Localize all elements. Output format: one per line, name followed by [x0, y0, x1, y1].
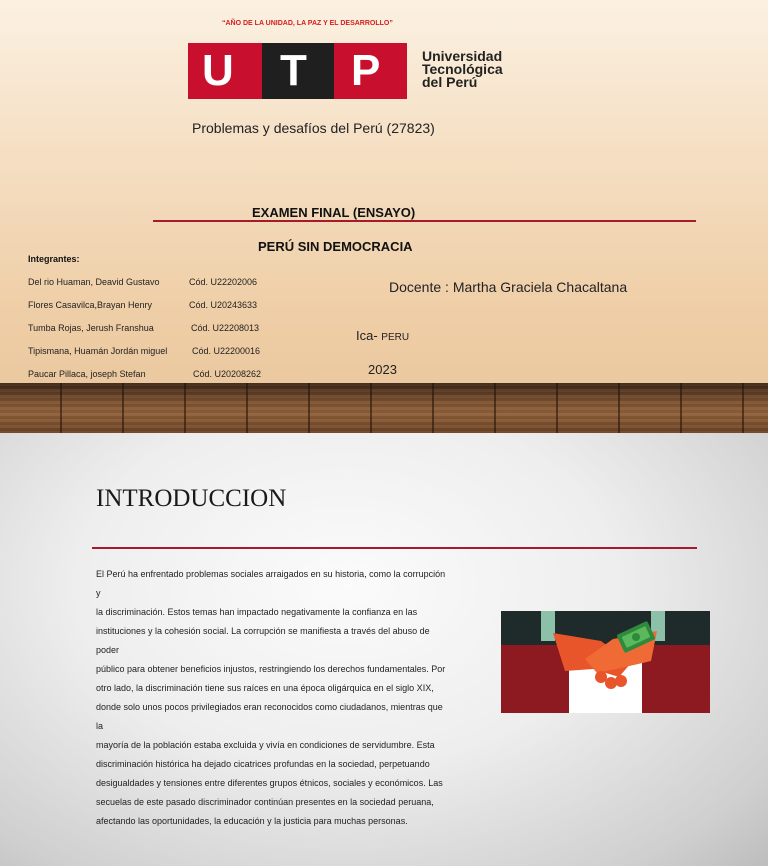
- member-code: Cód. U20243633: [189, 300, 258, 310]
- logo-letter-t: T: [280, 46, 307, 95]
- member-row: [28, 323, 260, 333]
- member-row: [28, 300, 258, 310]
- course-name: Problemas y desafíos del Perú (27823): [192, 120, 435, 136]
- title-divider: [153, 220, 696, 222]
- member-code: Cód. U20208262: [193, 369, 262, 379]
- member-code: Cód. U22202006: [189, 277, 258, 287]
- paragraph-line: otro lado, la discriminación tiene sus raíces en una época oligárquica en el siglo XIX,: [96, 683, 434, 693]
- member-row: [28, 346, 261, 356]
- paragraph-line: afectando las oportunidades, la educación y la justicia para muchas personas.: [96, 816, 408, 826]
- teacher-name: Docente : Martha Graciela Chacaltana: [389, 279, 628, 295]
- paragraph-line: la discriminación. Estos temas han impactado negativamente la confianza en las: [96, 607, 418, 617]
- handshake-bribe-icon: [501, 611, 710, 713]
- paragraph-line: instituciones y la cohesión social. La corrupción se manifiesta a través del abuso de poder: [96, 626, 430, 655]
- member-name: Paucar Pillaca, joseph Stefan: [28, 369, 146, 379]
- motto-text: “AÑO DE LA UNIDAD, LA PAZ Y EL DESARROLLO”: [222, 20, 393, 27]
- university-name-line: Tecnológica: [422, 61, 503, 77]
- essay-title: PERÚ SIN DEMOCRACIA: [258, 239, 413, 254]
- paragraph-line: discriminación histórica ha dejado cicatrices profundas en la sociedad, perpetuando: [96, 759, 430, 769]
- paragraph-line: secuelas de este pasado discriminador continúan presentes en la sociedad peruana,: [96, 797, 434, 807]
- member-name: Del rio Huaman, Deavid Gustavo: [28, 277, 160, 287]
- university-name: [422, 50, 503, 89]
- utp-logo: [188, 43, 407, 99]
- introduction-slide: [0, 433, 768, 866]
- intro-paragraph: [96, 565, 452, 831]
- university-name-line: del Perú: [422, 74, 478, 90]
- paragraph-line: mayoría de la población estaba excluida y vivía en condiciones de servidumbre. Esta: [96, 740, 435, 750]
- university-name-line: Universidad: [422, 48, 503, 64]
- year: 2023: [368, 362, 397, 377]
- logo-letter-u: U: [202, 46, 234, 95]
- member-row: [28, 369, 262, 379]
- member-code: Cód. U22200016: [192, 346, 261, 356]
- paragraph-line: público para obtener beneficios injustos, restringiendo los derechos fundamentales. Por: [96, 664, 446, 674]
- logo-letter-p: P: [351, 46, 381, 95]
- member-name: Flores Casavilca,Brayan Henry: [28, 300, 153, 310]
- members-heading: Integrantes:: [28, 254, 80, 264]
- location: [356, 328, 409, 343]
- city-name: Ica-: [356, 328, 378, 343]
- paragraph-line: donde solo unos pocos privilegiados eran reconocidos como ciudadanos, mientras que la: [96, 702, 443, 731]
- wood-floor: [0, 383, 768, 433]
- exam-title: EXAMEN FINAL (ENSAYO): [252, 205, 416, 220]
- member-row: [28, 277, 258, 287]
- member-name: Tipismana, Huamán Jordán miguel: [28, 346, 168, 356]
- paragraph-line: El Perú ha enfrentado problemas sociales arraigados en su historia, como la corrupción y: [96, 569, 446, 598]
- member-code: Cód. U22208013: [191, 323, 260, 333]
- paragraph-line: desigualdades y tensiones entre diferentes grupos étnicos, sociales y económicos. Las: [96, 778, 443, 788]
- member-name: Tumba Rojas, Jerush Franshua: [28, 323, 154, 333]
- country-name: PERU: [381, 332, 410, 343]
- section-title: INTRODUCCION: [96, 485, 287, 512]
- section-divider: [92, 547, 697, 549]
